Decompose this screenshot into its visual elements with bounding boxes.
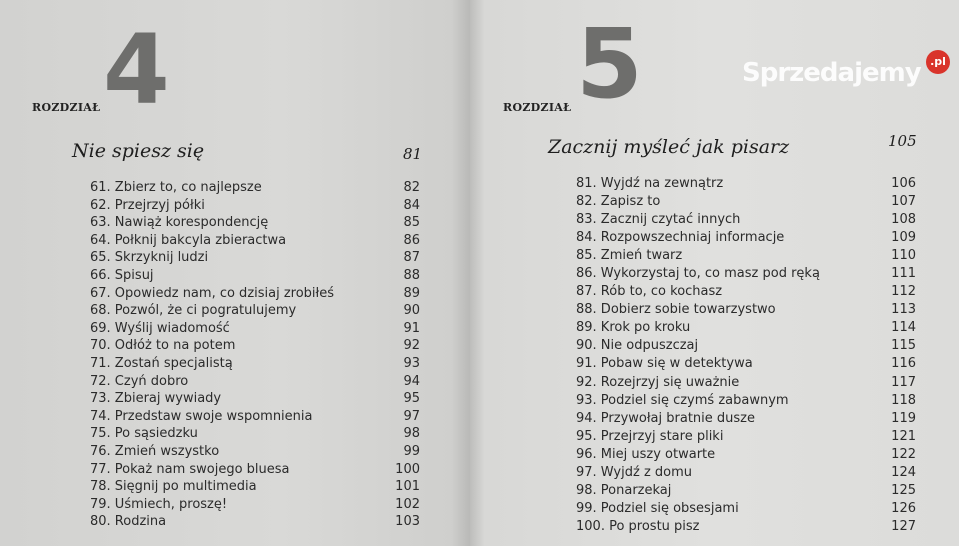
toc-entry-page: 110	[891, 248, 916, 264]
toc-entry-title: 83. Zacznij czytać innych	[576, 212, 741, 228]
toc-entry	[576, 446, 916, 464]
toc-entry-page: 91	[403, 320, 420, 336]
toc-entry-page: 112	[891, 284, 916, 300]
toc-entry	[576, 283, 916, 301]
toc-entry	[90, 179, 420, 197]
toc-entry-page: 103	[395, 514, 420, 530]
toc-entry	[90, 390, 420, 408]
toc-entry-title: 87. Rób to, co kochasz	[576, 284, 723, 300]
toc-entry-title: 75. Po sąsiedzku	[90, 426, 198, 442]
toc-entry-title: 84. Rozpowszechniaj informacje	[576, 230, 785, 246]
toc-entry-title: 72. Czyń dobro	[90, 373, 189, 389]
toc-entry-title: 89. Krok po kroku	[576, 320, 691, 336]
toc-entry-title: 98. Ponarzekaj	[576, 482, 672, 498]
chapter-title: Nie spiesz się	[72, 140, 205, 162]
toc-entry-title: 92. Rozejrzyj się uważnie	[576, 374, 740, 390]
toc-entry	[576, 211, 916, 229]
toc-entry	[90, 513, 420, 531]
toc-entry-page: 87	[403, 250, 420, 266]
toc-entry-page: 98	[403, 426, 420, 442]
toc-entry-title: 68. Pozwól, że ci pogratulujemy	[90, 303, 297, 319]
toc-entry	[576, 518, 916, 536]
toc-entry	[90, 285, 420, 303]
chapter-title: Zacznij myśleć jak pisarz	[548, 136, 790, 158]
toc-entry-page: 88	[403, 267, 420, 283]
toc-entry-page: 97	[403, 408, 420, 424]
toc-entry	[90, 320, 420, 338]
chapter-title-page: 81	[403, 145, 423, 163]
toc-entry-page: 111	[891, 266, 916, 282]
toc-entry	[576, 193, 916, 211]
toc-entry-page: 100	[395, 461, 420, 477]
toc-entry-page: 102	[395, 496, 420, 512]
toc-entry-page: 82	[403, 180, 420, 195]
toc-entry-page: 101	[395, 479, 420, 495]
toc-entry-page: 99	[403, 443, 420, 459]
toc-entry-title: 74. Przedstaw swoje wspomnienia	[90, 408, 313, 424]
toc-entry	[576, 428, 916, 446]
toc-entry-title: 99. Podziel się obsesjami	[576, 500, 739, 516]
toc-entry-page: 94	[403, 373, 420, 389]
toc-entry	[90, 267, 420, 285]
watermark-badge: .pl	[926, 50, 950, 74]
toc-entry-title: 86. Wykorzystaj to, co masz pod ręką	[576, 266, 820, 282]
toc-entry-page: 119	[891, 410, 916, 426]
toc-entry-title: 95. Przejrzyj stare pliki	[576, 428, 724, 444]
toc-entry-title: 73. Zbieraj wywiady	[90, 391, 222, 407]
toc-entry-page: 116	[891, 356, 916, 372]
toc-entry-page: 109	[891, 230, 916, 246]
toc-entry-page: 107	[891, 194, 916, 210]
toc-entry	[90, 478, 420, 496]
toc-entry	[576, 392, 916, 410]
toc-entry	[90, 425, 420, 443]
toc-entry-page: 92	[403, 338, 420, 354]
toc-entry-title: 80. Rodzina	[90, 514, 167, 530]
toc-entry	[90, 197, 420, 215]
toc-entry-page: 89	[403, 285, 420, 301]
toc-entry	[90, 461, 420, 479]
toc-list	[576, 175, 916, 536]
toc-entry-page: 115	[891, 338, 916, 354]
toc-entry-title: 82. Zapisz to	[576, 194, 661, 210]
toc-entry-page: 86	[403, 232, 420, 248]
toc-entry-page: 118	[891, 392, 916, 408]
toc-entry-page: 90	[403, 303, 420, 319]
toc-entry	[90, 355, 420, 373]
toc-entry-title: 63. Nawiąż korespondencję	[90, 215, 269, 231]
toc-entry-title: 94. Przywołaj bratnie dusze	[576, 410, 755, 426]
toc-entry	[576, 229, 916, 247]
toc-entry	[576, 482, 916, 500]
toc-entry	[576, 247, 916, 265]
toc-entry-title: 64. Połknij bakcyla zbieractwa	[90, 232, 287, 248]
toc-entry-page: 95	[403, 391, 420, 407]
toc-entry-title: 81. Wyjdź na zewnątrz	[576, 176, 724, 191]
toc-entry-page: 108	[891, 212, 916, 228]
toc-entry	[576, 410, 916, 428]
toc-entry	[90, 337, 420, 355]
toc-entry-page: 117	[891, 374, 916, 390]
toc-entry-title: 71. Zostań specjalistą	[90, 355, 233, 371]
toc-entry-title: 65. Skrzyknij ludzi	[90, 250, 209, 266]
toc-entry-title: 88. Dobierz sobie towarzystwo	[576, 302, 776, 318]
toc-entry-page: 85	[403, 215, 420, 231]
toc-entry-title: 85. Zmień twarz	[576, 248, 683, 264]
chapter-label: ROZDZIAŁ	[503, 101, 572, 114]
toc-entry-page: 125	[891, 482, 916, 498]
chapter-number: 4	[103, 14, 170, 126]
toc-entry	[90, 214, 420, 232]
toc-entry-title: 70. Odłóż to na potem	[90, 338, 236, 354]
toc-entry	[576, 265, 916, 283]
chapter-title-page: 105	[888, 132, 917, 150]
toc-entry	[576, 355, 916, 373]
toc-entry	[90, 496, 420, 514]
toc-entry-page: 126	[891, 500, 916, 516]
toc-entry	[90, 373, 420, 391]
toc-entry	[90, 249, 420, 267]
toc-entry	[576, 374, 916, 392]
toc-entry-page: 84	[403, 197, 420, 213]
chapter-number: 5	[576, 8, 643, 120]
toc-entry-title: 79. Uśmiech, proszę!	[90, 496, 228, 512]
toc-entry-title: 93. Podziel się czymś zabawnym	[576, 392, 789, 408]
toc-entry-title: 61. Zbierz to, co najlepsze	[90, 180, 262, 195]
toc-entry	[90, 302, 420, 320]
toc-entry-title: 91. Pobaw się w detektywa	[576, 356, 753, 372]
watermark-logo: Sprzedajemy	[742, 58, 921, 88]
toc-entry	[576, 500, 916, 518]
toc-entry-page: 122	[891, 446, 916, 462]
toc-entry	[90, 232, 420, 250]
toc-entry	[576, 319, 916, 337]
toc-entry-page: 93	[403, 355, 420, 371]
toc-entry-title: 66. Spisuj	[90, 267, 154, 283]
toc-list	[90, 179, 420, 531]
toc-entry-page: 124	[891, 464, 916, 480]
toc-entry-title: 90. Nie odpuszczaj	[576, 338, 699, 354]
toc-entry-title: 76. Zmień wszystko	[90, 443, 220, 459]
toc-entry-title: 62. Przejrzyj półki	[90, 197, 205, 213]
toc-entry-page: 127	[891, 518, 916, 534]
toc-entry	[576, 464, 916, 482]
toc-entry-title: 78. Sięgnij po multimedia	[90, 479, 257, 495]
toc-entry-title: 100. Po prostu pisz	[576, 518, 700, 534]
toc-entry	[90, 408, 420, 426]
toc-entry-title: 77. Pokaż nam swojego bluesa	[90, 461, 290, 477]
toc-entry	[576, 337, 916, 355]
toc-entry-page: 114	[891, 320, 916, 336]
toc-entry	[576, 301, 916, 319]
toc-entry-title: 69. Wyślij wiadomość	[90, 320, 230, 336]
toc-entry	[576, 175, 916, 193]
toc-entry-title: 67. Opowiedz nam, co dzisiaj zrobiłeś	[90, 285, 335, 301]
toc-entry	[90, 443, 420, 461]
toc-entry-page: 113	[891, 302, 916, 318]
toc-entry-title: 96. Miej uszy otwarte	[576, 446, 716, 462]
toc-entry-title: 97. Wyjdź z domu	[576, 464, 693, 480]
toc-entry-page: 121	[891, 428, 916, 444]
left-page	[0, 0, 470, 546]
toc-entry-page: 106	[891, 176, 916, 191]
chapter-label: ROZDZIAŁ	[32, 101, 101, 114]
